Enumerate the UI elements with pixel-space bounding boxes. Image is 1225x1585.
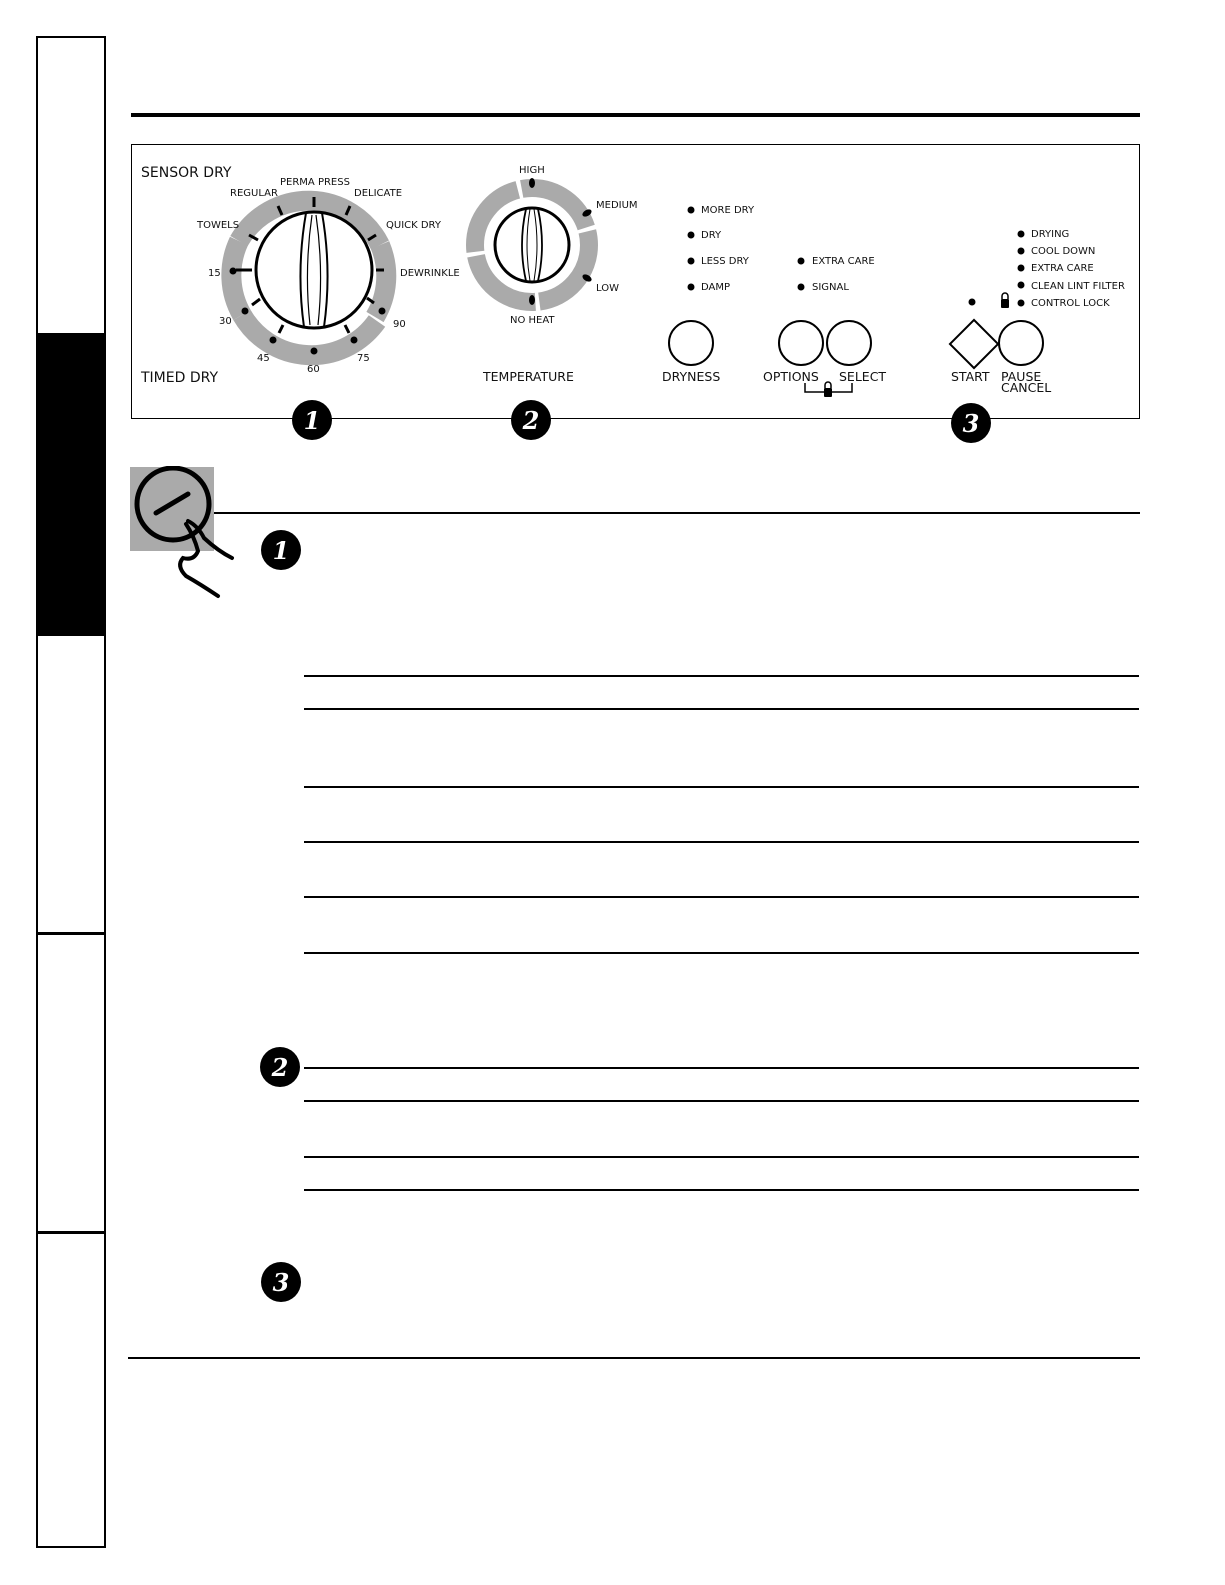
table-1-line-6 [304, 952, 1139, 954]
cycle-quick-dry-label: QUICK DRY [386, 220, 441, 231]
section-marker-2: 2 [260, 1047, 300, 1087]
table-2-line-3 [304, 1156, 1139, 1158]
table-2-line-1 [304, 1067, 1139, 1069]
select-button[interactable] [827, 321, 871, 365]
side-tab-3[interactable] [38, 636, 104, 935]
panel-marker-3: 3 [951, 403, 991, 443]
side-tab-2-active[interactable] [38, 336, 104, 636]
dryness-dry-label: DRY [701, 230, 722, 241]
start-button[interactable] [950, 320, 998, 368]
select-button-label: SELECT [839, 369, 887, 384]
section-rule-1 [214, 512, 1140, 514]
dryness-damp-label: DAMP [701, 282, 731, 293]
status-control-lock-label: CONTROL LOCK [1031, 298, 1110, 309]
section-marker-1: 1 [261, 530, 301, 570]
temp-high-label: HIGH [519, 165, 545, 176]
sensor-dry-label: SENSOR DRY [141, 165, 232, 181]
dryness-leds [688, 207, 695, 291]
time-60-label: 60 [307, 364, 320, 375]
dryness-button[interactable] [669, 321, 713, 365]
table-1-line-1 [304, 675, 1139, 677]
options-leds [798, 258, 805, 291]
status-leds [969, 231, 1025, 307]
option-signal-label: SIGNAL [812, 282, 849, 293]
status-drying-label: DRYING [1031, 229, 1070, 240]
status-cool-down-label: COOL DOWN [1031, 246, 1096, 257]
option-extra-care-label: EXTRA CARE [812, 256, 875, 267]
cycle-towels-label: TOWELS [197, 220, 240, 231]
status-clean-lint-filter-label: CLEAN LINT FILTER [1031, 281, 1125, 292]
temp-medium-label: MEDIUM [596, 200, 638, 211]
time-45-label: 45 [257, 353, 270, 364]
status-extra-care-label: EXTRA CARE [1031, 263, 1094, 274]
temp-low-label: LOW [596, 283, 619, 294]
temperature-title: TEMPERATURE [483, 369, 574, 384]
dryness-less-dry-label: LESS DRY [701, 256, 749, 267]
timed-dry-label: TIMED DRY [141, 370, 218, 386]
side-tab-4[interactable] [38, 935, 104, 1234]
start-button-label: START [951, 369, 990, 384]
time-30-label: 30 [219, 316, 232, 327]
table-2-line-2 [304, 1100, 1139, 1102]
time-90-label: 90 [393, 319, 406, 330]
cycle-perma-press-label: PERMA PRESS [280, 177, 350, 188]
panel-marker-2: 2 [511, 400, 551, 440]
table-1-line-5 [304, 896, 1139, 898]
dryness-button-label: DRYNESS [662, 369, 721, 384]
side-tab-1[interactable] [38, 38, 104, 336]
lock-icon [824, 382, 832, 397]
cycle-regular-label: REGULAR [230, 188, 278, 199]
control-lock-icon [1001, 293, 1009, 308]
temp-no-heat-label: NO HEAT [510, 315, 555, 326]
time-75-label: 75 [357, 353, 370, 364]
panel-marker-1: 1 [292, 400, 332, 440]
time-15-label: 15 [208, 268, 221, 279]
pause-label: PAUSE [1001, 369, 1042, 384]
options-button[interactable] [779, 321, 823, 365]
table-1-line-3 [304, 786, 1139, 788]
dryness-more-dry-label: MORE DRY [701, 205, 755, 216]
pause-cancel-button[interactable] [999, 321, 1043, 365]
control-panel [131, 144, 1140, 419]
turn-dial-hand-icon [128, 466, 238, 601]
table-1-line-4 [304, 841, 1139, 843]
control-panel-art [132, 145, 1141, 420]
top-rule [131, 113, 1140, 117]
options-button-label: OPTIONS [763, 369, 819, 384]
side-tab-strip [36, 36, 106, 1548]
section-marker-3: 3 [261, 1262, 301, 1302]
cycle-dial[interactable] [230, 197, 387, 355]
cycle-delicate-label: DELICATE [354, 188, 403, 199]
table-1-line-2 [304, 708, 1139, 710]
cancel-label: CANCEL [1001, 380, 1052, 395]
cycle-dewrinkle-label: DEWRINKLE [400, 268, 460, 279]
table-2-line-4 [304, 1189, 1139, 1191]
side-tab-5[interactable] [38, 1234, 104, 1550]
temperature-dial[interactable] [475, 178, 593, 305]
bottom-rule [128, 1357, 1140, 1359]
